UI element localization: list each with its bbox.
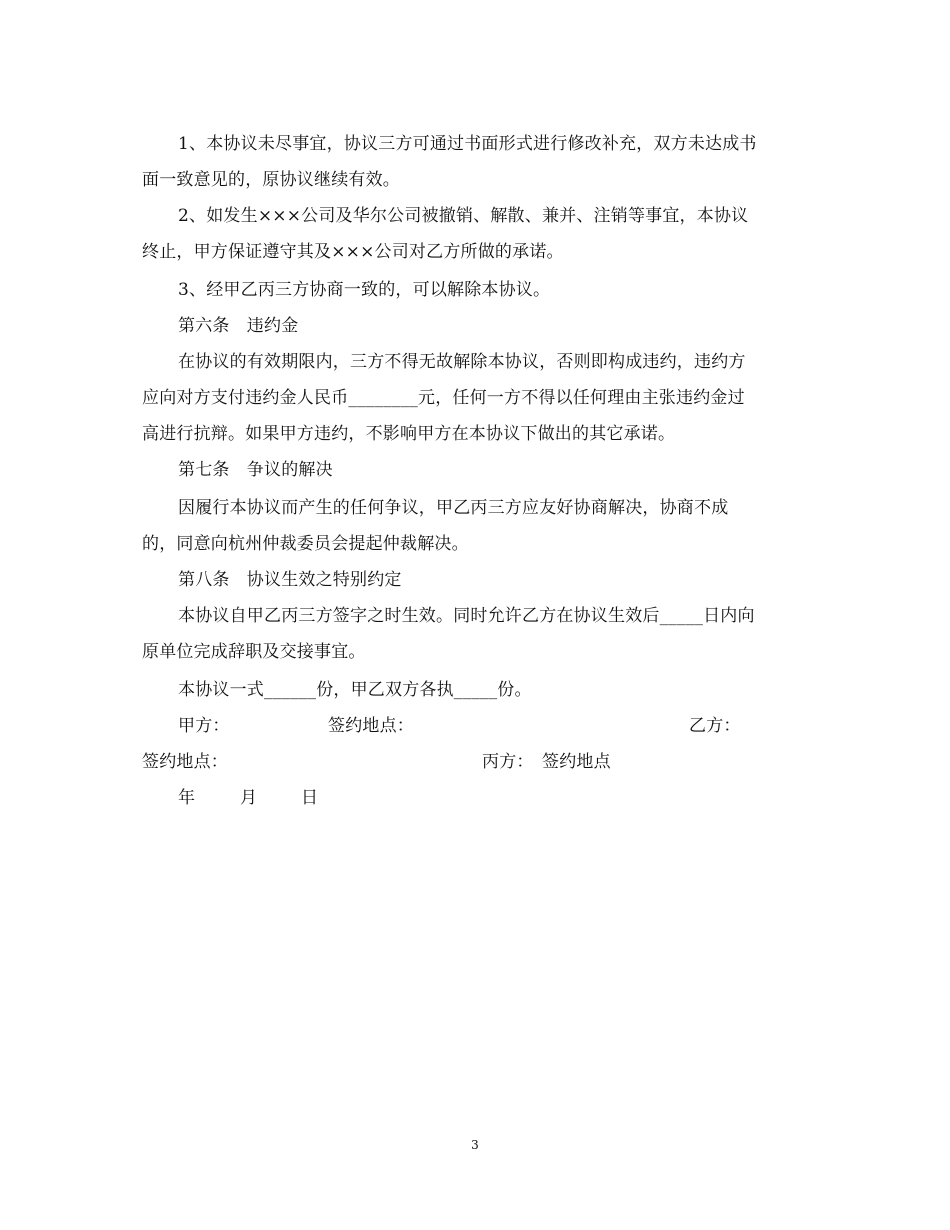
paragraph-line: 本协议一式______份，甲乙双方各执_____份。 (178, 680, 532, 700)
party-c-label: 丙方： (482, 752, 534, 772)
paragraph-line: 的，同意向杭州仲裁委员会提起仲裁解决。 (142, 534, 469, 554)
paragraph-line: 本协议自甲乙丙三方签字之时生效。同时允许乙方在协议生效后_____日内向 (178, 606, 755, 626)
sign-place-label: 签约地点： (328, 716, 414, 736)
date-year-label: 年 (178, 788, 196, 808)
party-a-label: 甲方： (178, 716, 230, 736)
paragraph-line: 1、本协议未尽事宜，协议三方可通过书面形式进行修改补充，双方未达成书 (178, 134, 757, 154)
paragraph-line: 面一致意见的，原协议继续有效。 (142, 170, 400, 190)
date-month-label: 月 (240, 788, 258, 808)
section-heading: 第六条 违约金 (178, 316, 299, 336)
paragraph-line: 高进行抗辩。如果甲方违约，不影响甲方在本协议下做出的其它承诺。 (142, 424, 676, 444)
page-number: 3 (471, 1138, 479, 1152)
paragraph-line: 终止，甲方保证遵守其及×××公司对乙方所做的承诺。 (142, 242, 564, 262)
party-b-label: 乙方： (689, 716, 741, 736)
paragraph-line: 2、如发生×××公司及华尔公司被撤销、解散、兼并、注销等事宜，本协议 (178, 206, 749, 226)
section-heading: 第七条 争议的解决 (178, 460, 333, 480)
paragraph-line: 3、经甲乙丙三方协商一致的，可以解除本协议。 (178, 280, 551, 300)
paragraph-line: 在协议的有效期限内，三方不得无故解除本协议，否则即构成违约，违约方 (178, 352, 746, 372)
date-day-label: 日 (301, 788, 319, 808)
paragraph-line: 因履行本协议而产生的任何争议，甲乙丙三方应友好协商解决，协商不成 (178, 498, 729, 518)
paragraph-line: 应向对方支付违约金人民币________元，任何一方不得以任何理由主张违约金过 (142, 388, 745, 408)
sign-place-label: 签约地点： (142, 752, 228, 772)
paragraph-line: 原单位完成辞职及交接事宜。 (142, 642, 366, 662)
sign-place-label: 签约地点 (542, 752, 611, 772)
section-heading: 第八条 协议生效之特别约定 (178, 570, 402, 590)
